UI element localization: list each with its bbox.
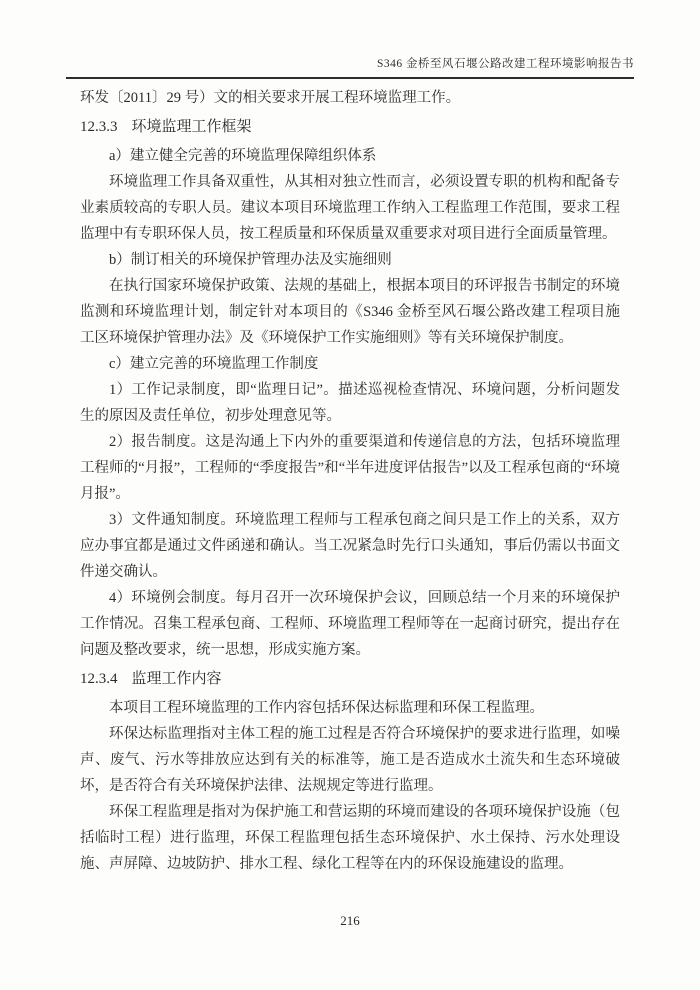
section-heading-12-3-3 — [80, 111, 620, 143]
list-item-b: b）制订相关的环境保护管理办法及实施细则 — [109, 252, 392, 268]
paragraph-compliance-supervision: 环保达标监理指对主体工程的施工过程是否符合环境保护的要求进行监理，如噪声、废气、污水等排放应达到有关的标准等，施工是否造成水土流失和生态环境破坏，是否符合有关环境保护法律、法规规定等进行监理。 — [80, 726, 620, 794]
paragraph-supervision-scope: 本项目工程环境监理的工作内容包括环保达标监理和环保工程监理。 — [109, 700, 544, 716]
section-number: 12.3.3 — [80, 119, 118, 135]
section-title: 监理工作内容 — [131, 671, 222, 687]
list-item-rule-2: 2）报告制度。这是沟通上下内外的重要渠道和传递信息的方法，包括环境监理工程师的“月报”，工程师的“季度报告”和“半年进度评估报告”以及工程承包商的“环境月报”。 — [80, 434, 620, 502]
document-body — [80, 85, 620, 877]
page-footer — [0, 913, 700, 929]
header-divider — [66, 77, 634, 79]
paragraph-works-supervision: 环保工程监理是指对为保护施工和营运期的环境而建设的各项环境保护设施（包括临时工程）进行监理，环保工程监理包括生态环境保护、水土保持、污水处理设施、声屏障、边坡防护、排水工程、绿化工程等在内的环保设施建设的监理。 — [80, 804, 620, 872]
paragraph-org-system: 环境监理工作具备双重性，从其相对独立性而言，必须设置专职的机构和配备专业素质较高的专职人员。建议本项目环境监理工作纳入工程监理工作范围，要求工程监理中有专职环保人员，按工程质量和环保质量双重要求对项目进行全面质量管理。 — [80, 174, 620, 242]
running-header-title: S346 金桥至风石堰公路改建工程环境影响报告书 — [376, 58, 634, 70]
list-item-c: c）建立完善的环境监理工作制度 — [109, 356, 319, 372]
list-item-rule-4: 4）环境例会制度。每月召开一次环境保护会议，回顾总结一个月来的环境保护工作情况。召集工程承包商、工程师、环境监理工程师等在一起商讨研究，提出存在问题及整改要求，统一思想，形成实施方案。 — [80, 590, 620, 658]
list-item-a: a）建立健全完善的环境监理保障组织体系 — [109, 148, 377, 164]
list-item-rule-3: 3）文件通知制度。环境监理工程师与工程承包商之间只是工作上的关系，双方应办事宜都是通过文件函递和确认。当工况紧急时先行口头通知，事后仍需以书面文件递交确认。 — [80, 512, 620, 580]
list-item-rule-1: 1）工作记录制度，即“监理日记”。描述巡视检查情况、环境问题，分析问题发生的原因及责任单位，初步处理意见等。 — [80, 382, 620, 424]
paragraph-management-measures: 在执行国家环境保护政策、法规的基础上，根据本项目的环评报告书制定的环境监测和环境监理计划，制定针对本项目的《S346 金桥至风石堰公路改建工程项目施工区环境保护管理办法》及《环境保护工作实施细则》等有关环境保护制度。 — [80, 278, 620, 346]
section-heading-12-3-4 — [80, 663, 620, 695]
section-number: 12.3.4 — [80, 671, 118, 687]
page-number: 216 — [340, 913, 360, 928]
section-title: 环境监理工作框架 — [131, 119, 252, 135]
paragraph-intro-continuation: 环发〔2011〕29 号）文的相关要求开展工程环境监理工作。 — [80, 90, 461, 106]
